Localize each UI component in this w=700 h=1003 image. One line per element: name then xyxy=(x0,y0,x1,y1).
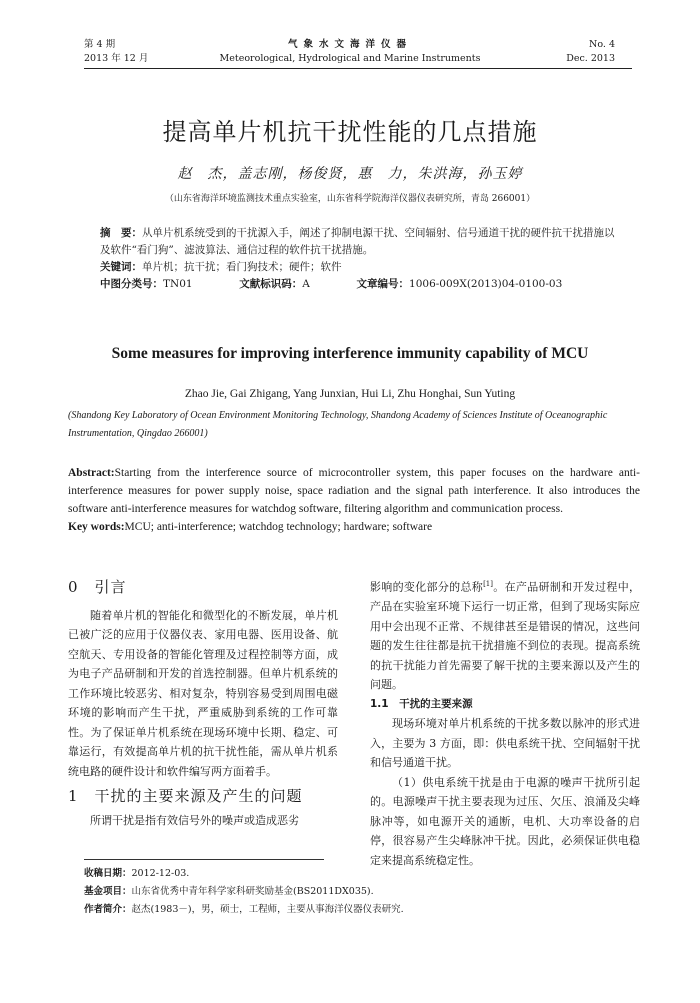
footnote-fund xyxy=(84,883,632,901)
article-no-value: 1006-009X(2013)04-0100-03 xyxy=(409,278,563,290)
section-1-heading: 1 干扰的主要来源及产生的问题 xyxy=(68,787,303,805)
journal-name-en: Meteorological, Hydrological and Marine Instruments xyxy=(219,53,481,64)
classification-row xyxy=(100,276,620,293)
paper-title-en: Some measures for improving interference immunity capability of MCU xyxy=(111,345,589,362)
footnote-received xyxy=(84,865,632,883)
authors-en: Zhao Jie, Gai Zhigang, Yang Junxian, Hui Li, Zhu Honghai, Sun Yuting xyxy=(184,388,516,400)
header-date-cn: 2013 年 12 月 xyxy=(84,53,149,64)
abstract-cn-block xyxy=(100,225,620,293)
clc-value: TN01 xyxy=(163,278,193,290)
received-date: 2012-12-03. xyxy=(131,868,190,879)
abstract-en xyxy=(68,464,640,518)
section-1-paragraph: 所谓干扰是指有效信号外的噪声或造成恶劣 xyxy=(90,813,299,827)
doc-code-value: A xyxy=(302,278,310,290)
keywords-cn xyxy=(100,259,620,276)
body-right-column xyxy=(370,575,640,870)
footnote-block xyxy=(84,865,632,919)
doc-code-label: 文献标识码： xyxy=(239,278,303,290)
keywords-cn-text: 单片机；抗干扰；看门狗技术；硬件；软件 xyxy=(142,261,342,273)
fund-label: 基金项目： xyxy=(84,886,132,897)
received-label: 收稿日期： xyxy=(84,868,132,879)
body-left-column xyxy=(68,578,338,830)
subsection-1-1-heading: 1.1 干扰的主要来源 xyxy=(370,697,473,710)
right-paragraph-3: （1）供电系统干扰是由于电源的噪声干扰所引起的。电源噪声干扰主要表现为过压、欠压、浪涌及尖峰脉冲等，如电源开关的通断，电机、大功率设备的启停，很容易产生尖峰脉冲干扰。因此，必须保证供电稳定来提高系统稳定性。 xyxy=(370,775,640,867)
section-0-heading: 0 引言 xyxy=(68,578,127,596)
header-date-en: Dec. 2013 xyxy=(566,53,615,64)
right-paragraph-1 xyxy=(370,575,640,695)
abstract-en-block xyxy=(68,464,640,536)
header-issue-en: No. 4 xyxy=(589,39,615,50)
article-no-label: 文章编号： xyxy=(356,278,410,290)
right-paragraph-1a: 影响的变化部分的总称 xyxy=(370,580,484,594)
clc-label: 中图分类号： xyxy=(100,278,163,290)
abstract-cn-label: 摘 要： xyxy=(100,227,142,239)
authors-cn: 赵 杰，盖志刚，杨俊贤，惠 力，朱洪海，孙玉婷 xyxy=(177,166,523,182)
header-issue-cn: 第 4 期 xyxy=(84,39,116,50)
keywords-en xyxy=(68,518,640,536)
section-0-paragraph: 随着单片机的智能化和微型化的不断发展，单片机已被广泛的应用于仪器仪表、家用电器、医用设备、航空航天、专用设备的智能化管理及过程控制等方面，成为电子产品研制和开发的首选控制器。但单片机系统的工作环境比较恶劣、相对复杂，特别容易受到周围电磁环境的影响而产生干扰，严重威胁到系统的工作可靠性。为了保证单片机系统在现场环境中长期、稳定、可靠运行，有效提高单片机的抗干扰性能，需从单片机系统电路的硬件设计和软件编写两方面着手。 xyxy=(68,608,338,778)
right-paragraph-2: 现场环境对单片机系统的干扰多数以脉冲的形式进入，主要为 3 方面，即：供电系统干扰、空间辐射干扰和信号通道干扰。 xyxy=(370,717,640,770)
abstract-cn xyxy=(100,225,620,259)
footnote-divider xyxy=(84,859,324,860)
author-bio-text: 赵杰(1983－)，男，硕士，工程师，主要从事海洋仪器仪表研究. xyxy=(131,904,404,915)
fund-text: 山东省优秀中青年科学家科研奖励基金(BS2011DX035). xyxy=(131,886,374,897)
abstract-en-text: Starting from the interference source of microcontroller system, this paper focuses on the hardware anti-interference measures for power supply noise, space radiation and the signal path interference. It also introduces the software anti-interference measures for watchdog software, filtering algorithm and communication process. xyxy=(68,467,640,515)
footnote-author xyxy=(84,901,632,919)
keywords-cn-label: 关键词： xyxy=(100,261,142,273)
abstract-en-label: Abstract: xyxy=(68,467,115,479)
paper-title-cn: 提高单片机抗干扰性能的几点措施 xyxy=(162,118,538,146)
right-paragraph-1b: 。在产品研制和开发过程中，产品在实验室环境下运行一切正常，但到了现场实际应用中会出现不正常、不规律甚至是错误的情况，这些问题的发生往往都是抗干扰措施不到位的表现。提高系统的抗干扰能力首先需要了解干扰的主要来源以及产生的问题。 xyxy=(370,580,640,692)
author-bio-label: 作者简介： xyxy=(84,904,132,915)
journal-name-cn: 气象水文海洋仪器 xyxy=(287,39,412,50)
keywords-en-text: MCU; anti-interference; watchdog technology; hardware; software xyxy=(124,521,433,533)
abstract-cn-text: 从单片机系统受到的干扰源入手，阐述了抑制电源干扰、空间辐射、信号通道干扰的硬件抗干扰措施以及软件“看门狗”、滤波算法、通信过程的软件抗干扰措施。 xyxy=(100,227,615,256)
affiliation-cn: （山东省海洋环境监测技术重点实验室，山东省科学院海洋仪器仪表研究所，青岛 266001） xyxy=(164,194,536,204)
header-divider xyxy=(84,68,632,69)
keywords-en-label: Key words: xyxy=(68,521,125,533)
citation-1: [1] xyxy=(483,580,493,588)
affiliation-en: (Shandong Key Laboratory of Ocean Environment Monitoring Technology, Shandong Academy of Sciences Institute of Oceanographic Instrumentation, Qingdao 266001) xyxy=(68,410,608,439)
header-issue-en-block xyxy=(566,38,615,66)
